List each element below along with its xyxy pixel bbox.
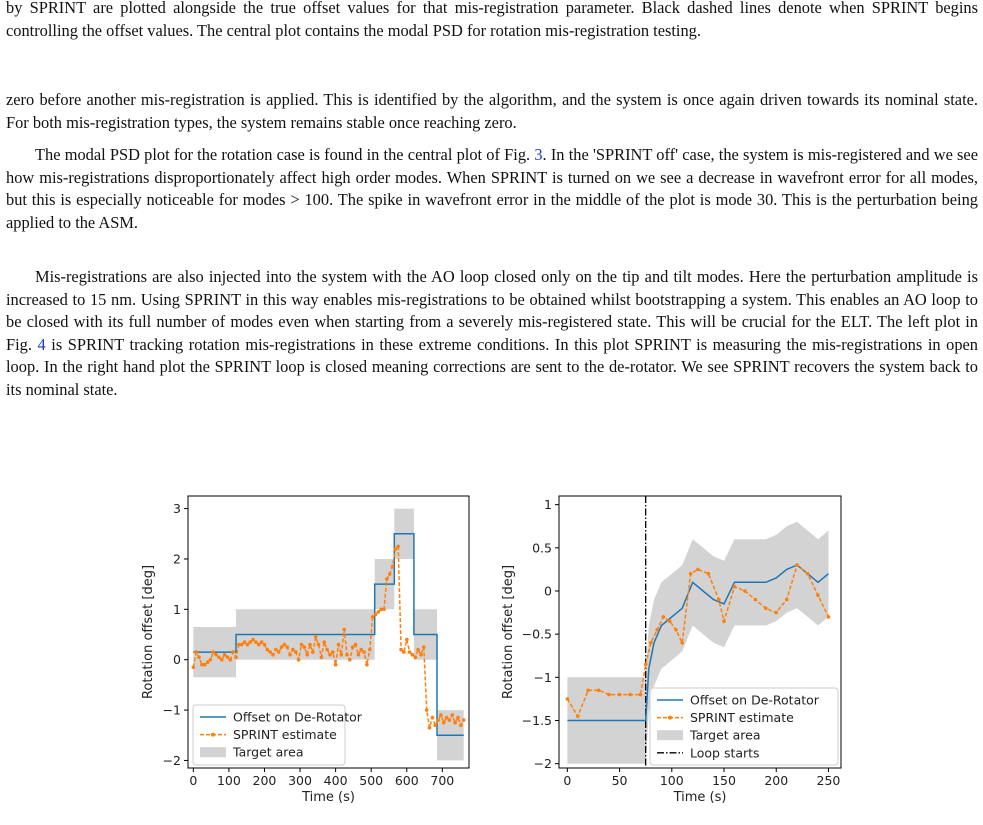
sprint-estimate-point: [254, 640, 258, 644]
legend-label: Target area: [233, 744, 304, 760]
sprint-estimate-point: [297, 658, 301, 662]
sprint-estimate-point: [733, 585, 737, 589]
sprint-estimate-point: [644, 663, 648, 667]
sprint-estimate-point: [234, 655, 238, 659]
legend-estimate-marker: [668, 716, 672, 720]
x-tick-label: 300: [288, 773, 312, 788]
sprint-estimate-point: [314, 635, 318, 639]
sprint-estimate-point: [374, 613, 378, 617]
sprint-estimate-point: [696, 568, 700, 572]
legend-target-swatch: [657, 730, 683, 740]
figure-4-reference-link[interactable]: 4: [37, 334, 46, 354]
legend-label: SPRINT estimate: [690, 710, 794, 726]
sprint-estimate-point: [328, 653, 332, 657]
sprint-estimate-point: [377, 610, 381, 614]
sprint-estimate-point: [431, 716, 435, 720]
sprint-estimate-point: [226, 655, 230, 659]
sprint-estimate-point: [674, 628, 678, 632]
sprint-estimate-point: [357, 653, 361, 657]
sprint-estimate-point: [322, 640, 326, 644]
paragraph-stability: zero before another mis-registration is applied. This is identified by the algorithm, and the system is once again driven towards its nominal state. For both mis-registration types, the system remains stable once reaching zero.: [6, 90, 978, 132]
sprint-estimate-point: [649, 641, 653, 645]
sprint-estimate-point: [331, 650, 335, 654]
x-tick-label: 400: [323, 773, 348, 788]
sprint-estimate-point: [448, 718, 452, 722]
x-axis-label: Time (s): [302, 790, 355, 805]
x-tick-label: 0: [563, 773, 572, 788]
sprint-estimate-point: [451, 713, 455, 717]
x-tick-label: 250: [816, 773, 841, 788]
x-tick-label: 600: [394, 773, 419, 788]
sprint-estimate-point: [288, 653, 292, 657]
sprint-estimate-point: [243, 640, 247, 644]
sprint-estimate-point: [439, 713, 443, 717]
sprint-estimate-point: [414, 655, 418, 659]
sprint-estimate-point: [566, 697, 570, 701]
sprint-estimate-point: [334, 663, 338, 667]
sprint-estimate-point: [764, 607, 768, 611]
sprint-estimate-point: [680, 641, 684, 645]
y-tick-label: 0: [544, 583, 552, 599]
sprint-estimate-point: [300, 643, 304, 647]
sprint-estimate-point: [291, 648, 295, 652]
sprint-estimate-point: [203, 663, 207, 667]
y-tick-label: 2: [173, 551, 181, 567]
sprint-estimate-point: [325, 648, 329, 652]
sprint-estimate-point: [342, 628, 346, 632]
sprint-estimate-point: [399, 648, 403, 652]
sprint-estimate-point: [586, 689, 590, 693]
sprint-estimate-point: [618, 693, 622, 697]
x-tick-label: 500: [359, 773, 384, 788]
chart-1: [141, 496, 469, 805]
legend-label: Offset on De-Rotator: [690, 692, 819, 708]
x-tick-label: 100: [216, 773, 241, 788]
sprint-estimate-point: [246, 643, 250, 647]
sprint-estimate-point: [268, 650, 272, 654]
sprint-estimate-point: [419, 653, 423, 657]
y-tick-label: 1: [173, 601, 181, 617]
y-tick-label: −1.5: [521, 713, 552, 729]
sprint-estimate-point: [754, 598, 758, 602]
x-tick-label: 700: [430, 773, 455, 788]
sprint-estimate-point: [462, 718, 466, 722]
sprint-estimate-point: [308, 643, 312, 647]
y-tick-label: 3: [173, 501, 181, 517]
sprint-estimate-point: [394, 547, 398, 551]
sprint-estimate-point: [240, 643, 244, 647]
sprint-estimate-point: [351, 645, 355, 649]
sprint-estimate-point: [194, 650, 198, 654]
legend-target-swatch: [200, 747, 226, 757]
sprint-estimate-point: [402, 650, 406, 654]
sprint-estimate-point: [317, 643, 321, 647]
sprint-estimate-point: [271, 653, 275, 657]
y-tick-label: −1: [533, 669, 552, 685]
sprint-estimate-point: [722, 619, 726, 623]
sprint-estimate-point: [260, 640, 264, 644]
legend-label: Loop starts: [690, 745, 760, 761]
sprint-estimate-point: [453, 721, 457, 725]
sprint-estimate-point: [371, 615, 375, 619]
sprint-estimate-point: [197, 655, 201, 659]
sprint-estimate-point: [785, 598, 789, 602]
sprint-estimate-point: [382, 608, 386, 612]
sprint-estimate-point: [229, 658, 233, 662]
sprint-estimate-point: [442, 721, 446, 725]
sprint-estimate-point: [628, 693, 632, 697]
sprint-estimate-point: [385, 577, 389, 581]
sprint-estimate-point: [689, 572, 693, 576]
y-tick-label: −0.5: [521, 626, 552, 642]
sprint-estimate-point: [668, 619, 672, 623]
y-axis-label: Rotation offset [deg]: [141, 564, 156, 700]
sprint-estimate-point: [428, 726, 432, 730]
y-tick-label: 0: [173, 652, 181, 668]
sprint-estimate-point: [365, 663, 369, 667]
sprint-estimate-point: [212, 650, 216, 654]
sprint-estimate-point: [396, 545, 400, 549]
y-tick-label: −2: [533, 756, 552, 772]
x-axis-label: Time (s): [673, 790, 727, 805]
sprint-estimate-point: [806, 572, 810, 576]
sprint-estimate-point: [639, 693, 643, 697]
legend-label: SPRINT estimate: [233, 727, 337, 743]
sprint-estimate-point: [425, 708, 429, 712]
sprint-estimate-point: [405, 638, 409, 642]
sprint-estimate-point: [391, 565, 395, 569]
sprint-estimate-point: [827, 615, 831, 619]
sprint-estimate-point: [795, 563, 799, 567]
sprint-estimate-point: [359, 648, 363, 652]
sprint-estimate-point: [411, 653, 415, 657]
sprint-estimate-point: [422, 645, 426, 649]
chart-2: [501, 496, 841, 805]
figure-caption-tail: by SPRINT are plotted alongside the true offset values for that mis-registration parameter. Black dashed lines denote when SPRINT begins controlling the offset values. The central plot contains the modal PSD for rotation mis-registration testing.: [6, 0, 978, 40]
sprint-estimate-point: [433, 723, 437, 727]
sprint-estimate-point: [445, 716, 449, 720]
sprint-estimate-point: [277, 650, 281, 654]
sprint-estimate-point: [774, 611, 778, 615]
sprint-estimate-point: [459, 723, 463, 727]
sprint-estimate-point: [303, 645, 307, 649]
sprint-estimate-point: [231, 650, 235, 654]
y-axis-label: Rotation offset [deg]: [501, 564, 516, 700]
sprint-estimate-point: [707, 572, 711, 576]
paragraph-injection-text-a: Mis-registrations are also injected into the system with the AO loop closed only on the tip and tilt modes. Here the perturbation amplitude is increased to 15 nm. Using SPRINT in this way enables mis-registrations to be obtained whilst bootstrapping a system. This enables an AO loop to be closed with its full number of modes even when starting from a severely mis-registered state. This will be crucial for the ELT. The left plot in Fig.: [6, 267, 978, 354]
sprint-estimate-point: [192, 666, 196, 670]
legend-label: Offset on De-Rotator: [233, 709, 362, 725]
sprint-estimate-point: [248, 640, 252, 644]
sprint-estimate-point: [717, 598, 721, 602]
sprint-estimate-point: [274, 648, 278, 652]
x-tick-label: 150: [712, 773, 736, 788]
sprint-estimate-point: [209, 658, 213, 662]
sprint-estimate-point: [337, 643, 341, 647]
sprint-estimate-point: [607, 693, 611, 697]
sprint-estimate-point: [305, 653, 309, 657]
sprint-estimate-point: [223, 653, 227, 657]
sprint-estimate-point: [362, 650, 366, 654]
sprint-estimate-point: [257, 643, 261, 647]
y-tick-label: 0.5: [532, 540, 552, 556]
paragraph-injection-text-b: is SPRINT tracking rotation mis-registrations in these extreme conditions. In this plot SPRINT is measuring the mis-registrations in open loop. In the right hand plot the SPRINT loop is closed meaning corrections are sent to the de-rotator. We see SPRINT recovers the system back to its nominal state.: [6, 334, 978, 399]
sprint-estimate-point: [662, 615, 666, 619]
x-tick-label: 200: [252, 773, 277, 788]
sprint-estimate-point: [816, 594, 820, 598]
sprint-estimate-point: [354, 643, 358, 647]
sprint-estimate-point: [388, 572, 392, 576]
sprint-estimate-point: [320, 655, 324, 659]
sprint-estimate-point: [408, 650, 412, 654]
paragraph-modal-psd-text-b: . In the 'SPRINT off' case, the system is mis-registered and we see how mis-registrations disproportionately affect high order modes. When SPRINT is turned on we see a decrease in wavefront error for all modes, but this is especially noticeable for modes > 100. The spike in wavefront error in the middle of the plot is mode 30. This is the perturbation being applied to the ASM.: [6, 145, 978, 232]
sprint-estimate-point: [251, 638, 255, 642]
sprint-estimate-point: [416, 648, 420, 652]
sprint-estimate-point: [220, 658, 224, 662]
sprint-estimate-point: [597, 689, 601, 693]
sprint-estimate-point: [283, 643, 287, 647]
x-tick-label: 100: [659, 773, 684, 788]
sprint-estimate-point: [285, 645, 289, 649]
sprint-estimate-point: [294, 650, 298, 654]
sprint-estimate-point: [263, 643, 267, 647]
legend-estimate-marker: [211, 733, 215, 737]
sprint-estimate-point: [340, 653, 344, 657]
sprint-estimate-point: [345, 653, 349, 657]
sprint-estimate-point: [311, 650, 315, 654]
y-tick-label: 1: [544, 497, 552, 513]
sprint-estimate-point: [206, 660, 210, 664]
x-tick-label: 0: [189, 773, 198, 788]
legend-label: Target area: [690, 727, 761, 743]
sprint-estimate-point: [576, 714, 580, 718]
y-tick-label: −2: [162, 752, 181, 768]
sprint-estimate-point: [280, 645, 284, 649]
sprint-estimate-point: [348, 658, 352, 662]
sprint-estimate-point: [743, 589, 747, 593]
sprint-estimate-point: [266, 648, 270, 652]
sprint-estimate-point: [214, 653, 218, 657]
y-tick-label: −1: [162, 702, 181, 718]
sprint-estimate-point: [217, 655, 221, 659]
sprint-estimate-point: [368, 648, 372, 652]
sprint-estimate-point: [456, 716, 460, 720]
paragraph-modal-psd-text-a: The modal PSD plot for the rotation case is found in the central plot of Fig.: [35, 145, 531, 164]
x-tick-label: 200: [764, 773, 789, 788]
sprint-estimate-point: [436, 718, 440, 722]
sprint-estimate-point: [655, 628, 659, 632]
x-tick-label: 50: [611, 773, 628, 788]
figure-3-reference-link[interactable]: 3: [534, 145, 543, 164]
